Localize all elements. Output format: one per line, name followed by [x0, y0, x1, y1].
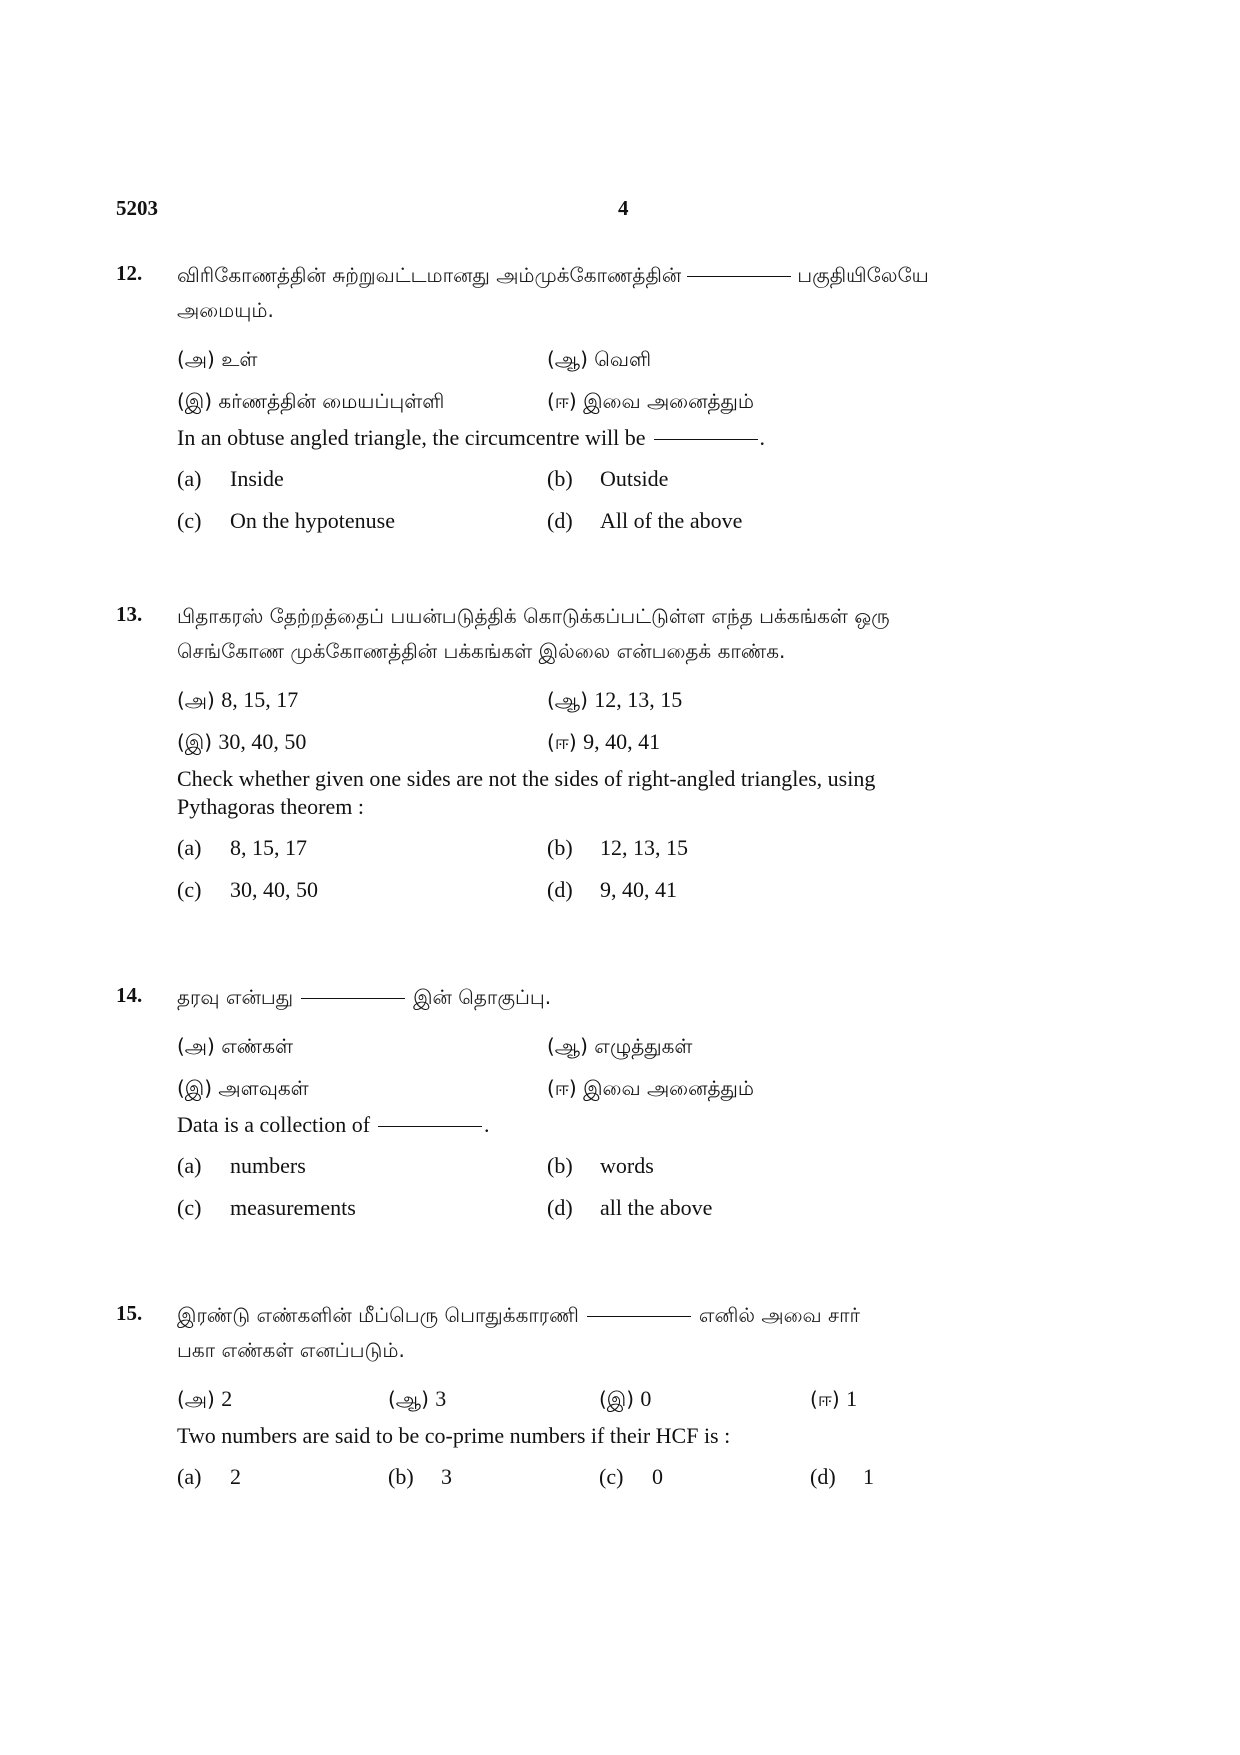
- option-a-tamil: (அ) எண்கள்: [177, 1034, 294, 1058]
- question-text-english: Data is a collection of .: [177, 1112, 490, 1137]
- option-c-tamil: (இ) கர்ணத்தின் மையப்புள்ளி: [177, 389, 445, 413]
- answer-blank: [301, 998, 405, 999]
- page-number: 4: [618, 196, 629, 220]
- question-13: [116, 599, 1116, 911]
- english-options-row: (a) 2 (b) 3 (c) 0 (d) 1: [177, 1464, 874, 1489]
- question-text-tamil: தரவு என்பது இன் தொகுப்பு.: [177, 985, 552, 1009]
- answer-blank: [687, 276, 791, 277]
- option-a-tamil: (அ) 8, 15, 17: [177, 687, 299, 712]
- option-d-tamil: (ஈ) இவை அனைத்தும்: [547, 389, 754, 413]
- page-header: [116, 196, 1124, 226]
- tamil-options-row: [177, 338, 1116, 380]
- question-15: [116, 1298, 1116, 1498]
- option-c-tamil: (இ) 0: [599, 1386, 652, 1411]
- question-text-english: Two numbers are said to be co-prime numbers if their HCF is :: [177, 1423, 731, 1448]
- english-options-row: (c) 30, 40, 50 (d) 9, 40, 41: [177, 877, 677, 902]
- tamil-options-row: [177, 1067, 1116, 1109]
- answer-blank: [587, 1316, 691, 1317]
- english-options-row: (a) 8, 15, 17 (b) 12, 13, 15: [177, 835, 688, 860]
- english-options-row: (a) numbers (b) words: [177, 1153, 654, 1178]
- option-d-tamil: (ஈ) 1: [810, 1386, 858, 1411]
- question-text-english-line2: Pythagoras theorem :: [177, 794, 364, 819]
- paper-code: 5203: [116, 196, 158, 220]
- option-b-tamil: (ஆ) 12, 13, 15: [547, 687, 683, 712]
- question-text-tamil: பிதாகரஸ் தேற்றத்தைப் பயன்படுத்திக் கொடுக்கப்பட்டுள்ள எந்த பக்கங்கள் ஒரு: [177, 604, 890, 628]
- option-b-tamil: (ஆ) வெளி: [547, 347, 652, 371]
- english-options-row: (a) Inside (b) Outside: [177, 466, 669, 491]
- question-number: 15.: [116, 1301, 143, 1325]
- question-text-english: Check whether given one sides are not the sides of right-angled triangles, using: [177, 766, 876, 791]
- english-options-row: (c) On the hypotenuse (d) All of the above: [177, 508, 743, 533]
- question-text-english: In an obtuse angled triangle, the circumcentre will be .: [177, 425, 766, 450]
- option-a-tamil: (அ) 2: [177, 1386, 233, 1411]
- option-c-tamil: (இ) அளவுகள்: [177, 1076, 309, 1100]
- option-b-tamil: (ஆ) எழுத்துகள்: [547, 1034, 693, 1058]
- question-text-tamil-line2: செங்கோண முக்கோணத்தின் பக்கங்கள் இல்லை என்பதைக் காண்க.: [177, 639, 786, 663]
- question-14: [116, 980, 1116, 1229]
- option-d-tamil: (ஈ) இவை அனைத்தும்: [547, 1076, 754, 1100]
- tamil-options-row: [177, 1378, 1116, 1420]
- question-text-tamil-line2: பகா எண்கள் எனப்படும்.: [177, 1338, 405, 1362]
- question-number: 14.: [116, 983, 143, 1007]
- question-12: [116, 258, 1116, 542]
- option-a-tamil: (அ) உள்: [177, 347, 258, 371]
- option-b-tamil: (ஆ) 3: [388, 1386, 447, 1411]
- english-options-row: (c) measurements (d) all the above: [177, 1195, 713, 1220]
- question-number: 13.: [116, 602, 143, 626]
- tamil-options-row: [177, 380, 1116, 422]
- option-d-tamil: (ஈ) 9, 40, 41: [547, 729, 661, 754]
- tamil-options-row: [177, 721, 1116, 763]
- option-c-tamil: (இ) 30, 40, 50: [177, 729, 307, 754]
- tamil-options-row: [177, 679, 1116, 721]
- question-number: 12.: [116, 261, 143, 285]
- question-text-tamil: இரண்டு எண்களின் மீப்பெரு பொதுக்காரணி எனில் அவை சார்: [177, 1303, 861, 1327]
- tamil-options-row: [177, 1025, 1116, 1067]
- answer-blank: [378, 1126, 482, 1127]
- question-text-tamil: விரிகோணத்தின் சுற்றுவட்டமானது அம்முக்கோணத்தின் பகுதியிலேயே: [177, 263, 929, 287]
- answer-blank: [654, 439, 758, 440]
- question-text-tamil-line2: அமையும்.: [177, 298, 274, 322]
